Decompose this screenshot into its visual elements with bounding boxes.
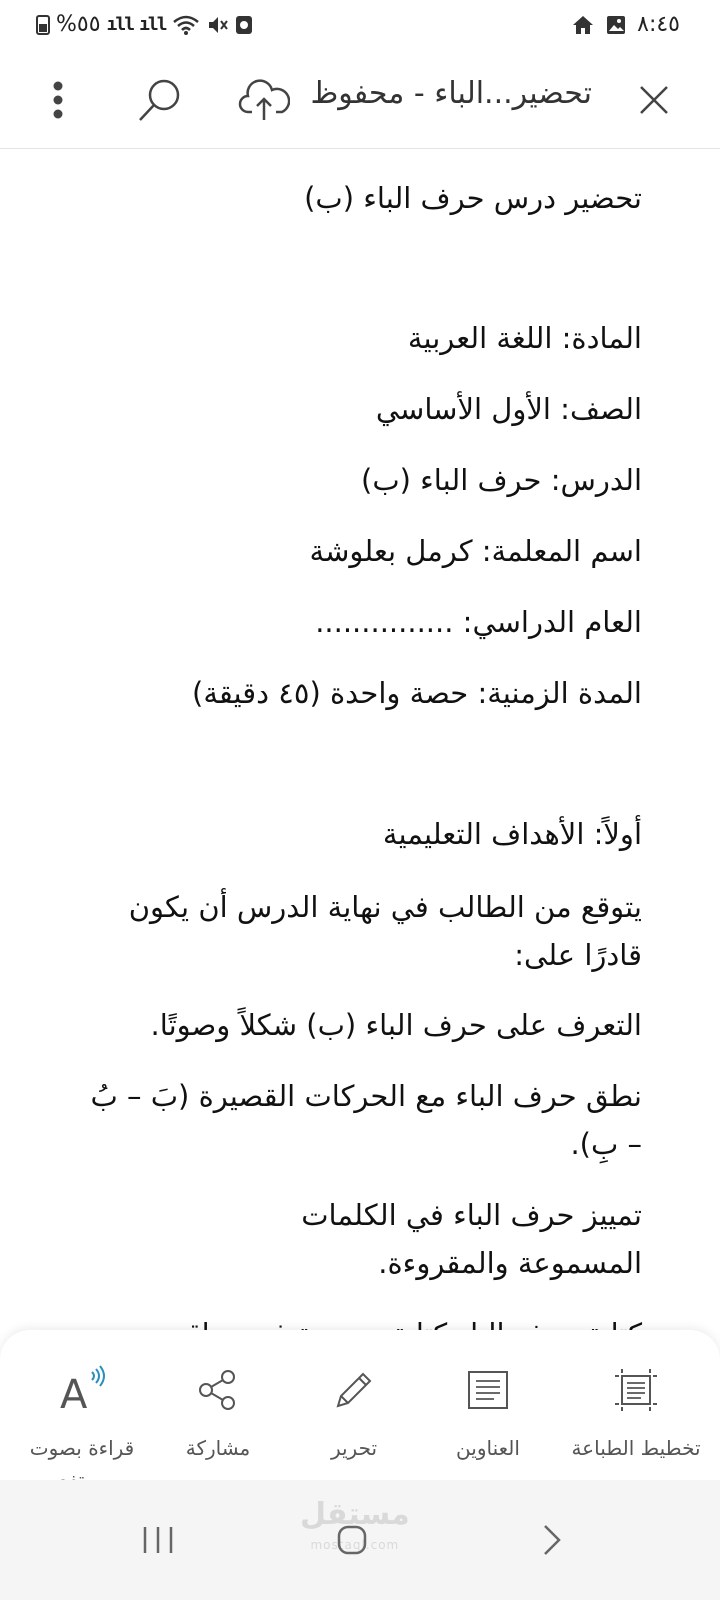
status-right bbox=[571, 12, 680, 37]
headings-icon bbox=[418, 1360, 558, 1420]
share-label: مشاركة bbox=[185, 1436, 251, 1460]
read-aloud-icon bbox=[12, 1360, 152, 1420]
doc-objectives-intro: يتوقع من الطالب في نهاية الدرس أن يكون قادرًا على: bbox=[128, 890, 642, 972]
doc-objective-2: نطق حرف الباء مع الحركات القصيرة (بَ – بُ – بِ). bbox=[90, 1079, 642, 1161]
home-icon bbox=[571, 14, 595, 36]
battery-icon bbox=[36, 15, 50, 35]
app-notification-icon bbox=[234, 14, 254, 36]
read-aloud-button[interactable] bbox=[12, 1360, 152, 1496]
headings-button[interactable] bbox=[418, 1360, 558, 1464]
signal-icon: ıll bbox=[106, 14, 134, 35]
mute-icon bbox=[206, 14, 228, 36]
bottom-toolbar bbox=[0, 1330, 720, 1480]
search-icon bbox=[136, 76, 184, 124]
chevron-right-icon bbox=[540, 1523, 564, 1557]
pencil-icon bbox=[284, 1360, 424, 1420]
doc-objective-1: التعرف على حرف الباء (ب) شكلاً وصوتًا. bbox=[150, 1008, 642, 1042]
doc-title: تحضير درس حرف الباء (ب) bbox=[304, 181, 642, 215]
home-nav-button[interactable] bbox=[320, 1508, 384, 1572]
edit-label: تحرير bbox=[330, 1436, 378, 1460]
search-button[interactable] bbox=[128, 68, 192, 132]
document-title[interactable]: تحضير...الباء - محفوظ bbox=[310, 76, 592, 111]
doc-grade: الصف: الأول الأساسي bbox=[375, 392, 642, 426]
svg-text:A: A bbox=[60, 1372, 88, 1416]
recent-apps-button[interactable] bbox=[126, 1508, 190, 1572]
doc-section-heading: أولاً: الأهداف التعليمية bbox=[382, 817, 642, 851]
doc-subject: المادة: اللغة العربية bbox=[407, 321, 642, 355]
print-layout-label: تخطيط الطباعة bbox=[571, 1436, 701, 1460]
close-button[interactable] bbox=[622, 68, 686, 132]
edit-button[interactable] bbox=[284, 1360, 424, 1464]
watermark-text: مستقل bbox=[300, 1497, 410, 1532]
doc-lesson: الدرس: حرف الباء (ب) bbox=[361, 463, 642, 497]
app-bar bbox=[0, 52, 720, 149]
upload-cloud-button[interactable] bbox=[232, 68, 296, 132]
battery-percent: %٥٥ bbox=[56, 12, 101, 37]
status-left bbox=[36, 12, 254, 37]
print-layout-icon bbox=[566, 1360, 706, 1420]
headings-label: العناوين bbox=[456, 1436, 520, 1460]
print-layout-button[interactable] bbox=[566, 1360, 706, 1464]
status-bar bbox=[0, 0, 720, 52]
status-time: ٨:٤٥ bbox=[637, 12, 680, 37]
signal-2-icon: ıll bbox=[139, 14, 166, 35]
recent-apps-icon bbox=[141, 1525, 175, 1555]
cloud-upload-icon bbox=[238, 78, 290, 122]
doc-duration: المدة الزمنية: حصة واحدة (٤٥ دقيقة) bbox=[192, 676, 642, 710]
wifi-icon bbox=[172, 14, 200, 36]
doc-teacher: اسم المعلمة: كرمل بعلوشة bbox=[309, 534, 642, 568]
close-icon bbox=[638, 84, 670, 116]
system-nav-bar bbox=[0, 1480, 720, 1600]
home-nav-icon bbox=[335, 1523, 369, 1557]
back-button[interactable] bbox=[520, 1508, 584, 1572]
more-vertical-icon bbox=[52, 80, 64, 120]
share-icon bbox=[148, 1360, 288, 1420]
more-options-button[interactable] bbox=[26, 68, 90, 132]
share-button[interactable] bbox=[148, 1360, 288, 1464]
doc-year: العام الدراسي: ............... bbox=[315, 605, 642, 639]
watermark-subtext: mostaql.com bbox=[310, 1538, 400, 1552]
read-aloud-label: قراءة بصوت bbox=[29, 1436, 135, 1460]
gallery-icon bbox=[605, 14, 627, 36]
doc-objective-3: تمييز حرف الباء في الكلمات المسموعة والمقروءة. bbox=[301, 1198, 642, 1280]
